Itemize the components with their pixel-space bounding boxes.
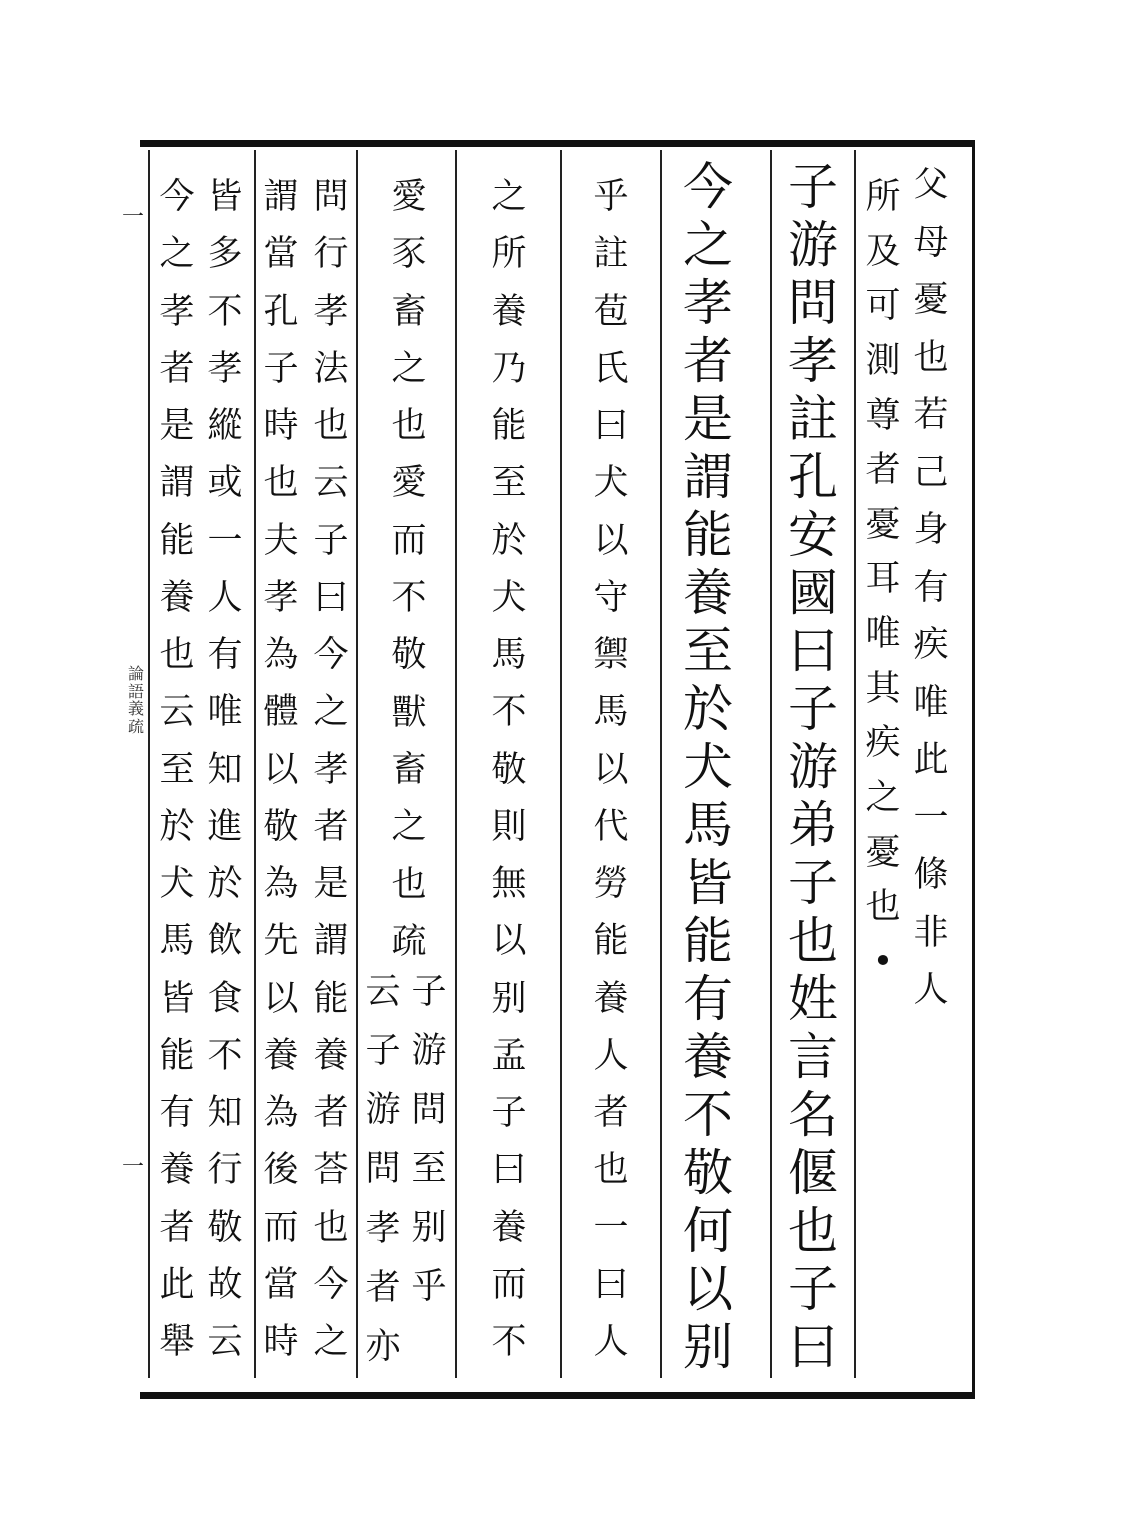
text-char: 謂 bbox=[313, 921, 349, 962]
text-char: 養 bbox=[683, 564, 733, 622]
text-char: 者 bbox=[593, 1093, 629, 1133]
text-char: 也 bbox=[913, 337, 949, 378]
text-char: 是 bbox=[159, 406, 195, 446]
column-rule bbox=[356, 150, 358, 1378]
text-char: 而 bbox=[263, 1207, 299, 1248]
text-char: 或 bbox=[207, 463, 243, 504]
text-char: 孝 bbox=[263, 577, 299, 618]
text-char: 能 bbox=[313, 978, 349, 1019]
text-char: 子 bbox=[788, 158, 838, 216]
text-char: 養 bbox=[593, 978, 629, 1019]
text-char: 别 bbox=[411, 1208, 447, 1248]
text-char: 不 bbox=[491, 1322, 527, 1362]
text-char: 至 bbox=[491, 463, 527, 504]
text-char: 一 bbox=[593, 1207, 629, 1248]
text-char: 則 bbox=[491, 806, 527, 847]
text-char: 人 bbox=[593, 1322, 629, 1362]
text-char: 養 bbox=[491, 1207, 527, 1248]
text-char: 能 bbox=[159, 1035, 195, 1076]
column-rule bbox=[148, 150, 150, 1378]
text-char: 敬 bbox=[491, 749, 527, 790]
text-char: 别 bbox=[491, 978, 527, 1019]
text-char: 云 bbox=[365, 972, 401, 1012]
text-char: 所 bbox=[491, 234, 527, 275]
column-rule bbox=[560, 150, 562, 1378]
text-char: 有 bbox=[913, 567, 949, 608]
text-char: 有 bbox=[207, 635, 243, 675]
text-char: 敬 bbox=[683, 1144, 733, 1202]
text-char: 於 bbox=[491, 520, 527, 561]
text-char: 孔 bbox=[788, 448, 838, 506]
text-char: 時 bbox=[263, 1322, 299, 1362]
text-char: 養 bbox=[159, 1150, 195, 1191]
text-char: 唯 bbox=[865, 614, 901, 655]
text-char: 曰 bbox=[491, 1150, 527, 1191]
text-char: 者 bbox=[313, 1093, 349, 1133]
text-char: 也 bbox=[788, 912, 838, 970]
text-char: 今 bbox=[313, 635, 349, 675]
text-char: 為 bbox=[263, 635, 299, 675]
margin-char: 疏 bbox=[128, 716, 145, 736]
text-column-c1b bbox=[862, 177, 904, 982]
text-char: 之 bbox=[491, 177, 527, 217]
text-char: 一 bbox=[207, 520, 243, 561]
text-char: 至 bbox=[159, 749, 195, 790]
text-char: 子 bbox=[491, 1093, 527, 1133]
text-char: 畜 bbox=[391, 749, 427, 790]
text-char: 愛 bbox=[391, 463, 427, 504]
text-char: 也 bbox=[593, 1150, 629, 1191]
text-char: 皆 bbox=[159, 978, 195, 1019]
margin-char: 義 bbox=[128, 699, 145, 719]
text-char: 無 bbox=[491, 864, 527, 904]
text-char: 者 bbox=[365, 1267, 401, 1308]
text-char: 唯 bbox=[913, 682, 949, 723]
text-char: 至 bbox=[683, 622, 733, 680]
text-char: 行 bbox=[313, 234, 349, 275]
text-column-c8a bbox=[204, 177, 246, 1362]
text-char: 非 bbox=[913, 912, 949, 953]
text-char: 時 bbox=[263, 406, 299, 446]
text-char: 憂 bbox=[865, 832, 901, 873]
text-char: 安 bbox=[788, 506, 838, 564]
text-char: 孝 bbox=[313, 749, 349, 790]
text-char: 一 bbox=[913, 797, 949, 838]
text-char: 之 bbox=[865, 778, 901, 819]
text-char: 養 bbox=[263, 1035, 299, 1076]
text-char: 養 bbox=[313, 1035, 349, 1076]
text-char: 舉 bbox=[159, 1322, 195, 1362]
text-char: 之 bbox=[391, 348, 427, 389]
text-char: 子 bbox=[365, 1031, 401, 1072]
text-char: 不 bbox=[391, 578, 427, 619]
text-char: 皆 bbox=[207, 177, 243, 217]
margin-page-mark: 一 bbox=[122, 205, 145, 230]
text-char: 所 bbox=[865, 177, 901, 217]
margin-page-mark: 一 bbox=[122, 1155, 145, 1180]
text-char: 身 bbox=[913, 510, 949, 550]
text-char: 馬 bbox=[683, 796, 733, 854]
text-char: 於 bbox=[207, 864, 243, 904]
text-char: 行 bbox=[207, 1150, 243, 1191]
text-char: 謂 bbox=[159, 463, 195, 504]
text-char: 以 bbox=[263, 749, 299, 790]
text-char: 者 bbox=[159, 348, 195, 389]
text-char: 勞 bbox=[593, 864, 629, 904]
text-char: 游 bbox=[365, 1090, 401, 1131]
text-char: 謂 bbox=[683, 448, 733, 506]
text-char: 人 bbox=[593, 1035, 629, 1076]
text-char: 問 bbox=[411, 1090, 447, 1130]
text-char: 註 bbox=[788, 390, 838, 448]
text-char: 尊 bbox=[865, 395, 901, 436]
text-char: 而 bbox=[391, 520, 427, 561]
text-char: 也 bbox=[313, 1207, 349, 1248]
text-char: 為 bbox=[263, 1093, 299, 1133]
text-char: 以 bbox=[593, 520, 629, 561]
text-char: 疾 bbox=[913, 625, 949, 665]
text-char: 敬 bbox=[263, 806, 299, 847]
text-char: 是 bbox=[683, 390, 733, 448]
text-char: 至 bbox=[411, 1149, 447, 1189]
text-char: 苞 bbox=[593, 291, 629, 332]
text-char: 亦 bbox=[365, 1326, 401, 1367]
text-column-c4 bbox=[590, 177, 632, 1362]
text-char: 豕 bbox=[391, 234, 427, 275]
text-char: 乃 bbox=[491, 348, 527, 389]
text-char: 人 bbox=[207, 577, 243, 618]
text-column-c3 bbox=[673, 158, 743, 1376]
text-char: 測 bbox=[865, 340, 901, 381]
text-char: 父 bbox=[913, 165, 949, 205]
margin-char: 語 bbox=[128, 681, 145, 701]
text-char: 耳 bbox=[865, 559, 901, 600]
text-char: 氏 bbox=[593, 348, 629, 389]
text-char: 之 bbox=[313, 1322, 349, 1362]
text-char: 皆 bbox=[683, 854, 733, 912]
text-char: 為 bbox=[263, 864, 299, 904]
text-char: 當 bbox=[263, 1264, 299, 1305]
text-char: 縱 bbox=[207, 406, 243, 446]
text-char: 敬 bbox=[391, 635, 427, 676]
text-column-c2 bbox=[778, 158, 848, 1376]
text-char: 者 bbox=[159, 1207, 195, 1248]
text-char: 能 bbox=[491, 406, 527, 446]
text-char: 憂 bbox=[865, 504, 901, 545]
text-char: 禦 bbox=[593, 635, 629, 675]
text-char: 也 bbox=[391, 864, 427, 905]
text-char: 子 bbox=[263, 348, 299, 389]
text-char: 子 bbox=[411, 972, 447, 1012]
text-char: 於 bbox=[683, 680, 733, 738]
text-char: 游 bbox=[788, 216, 838, 274]
text-char: 之 bbox=[683, 216, 733, 274]
text-char: 子 bbox=[788, 1260, 838, 1318]
margin-title bbox=[128, 665, 146, 735]
text-char: • bbox=[872, 941, 894, 982]
text-char: 犬 bbox=[593, 463, 629, 504]
text-char: 曰 bbox=[593, 406, 629, 446]
text-char: 問 bbox=[313, 177, 349, 217]
text-char: 今 bbox=[683, 158, 733, 216]
text-char: 游 bbox=[788, 738, 838, 796]
text-char: 犬 bbox=[159, 864, 195, 904]
text-char: 有 bbox=[683, 970, 733, 1028]
text-char: 之 bbox=[391, 807, 427, 848]
text-char: 問 bbox=[365, 1149, 401, 1190]
text-char: 敬 bbox=[207, 1207, 243, 1248]
text-column-c6b bbox=[362, 972, 404, 1367]
text-char: 有 bbox=[159, 1093, 195, 1133]
text-char: 弟 bbox=[788, 796, 838, 854]
text-char: 謂 bbox=[263, 177, 299, 217]
text-char: 唯 bbox=[207, 692, 243, 733]
text-char: 也 bbox=[313, 406, 349, 446]
margin-char: 論 bbox=[128, 664, 145, 683]
text-char: 不 bbox=[207, 291, 243, 332]
text-char: 法 bbox=[313, 348, 349, 389]
text-char: 體 bbox=[263, 692, 299, 733]
text-char: 以 bbox=[593, 749, 629, 790]
text-char: 孝 bbox=[683, 274, 733, 332]
text-char: 曰 bbox=[313, 577, 349, 618]
text-char: 進 bbox=[207, 806, 243, 847]
text-char: 母 bbox=[913, 222, 949, 263]
text-char: 愛 bbox=[391, 177, 427, 217]
text-char: 之 bbox=[313, 692, 349, 733]
text-char: 者 bbox=[313, 806, 349, 847]
text-char: 人 bbox=[913, 970, 949, 1010]
text-char: 憂 bbox=[913, 280, 949, 320]
text-char: 己 bbox=[913, 452, 949, 493]
text-column-c7b bbox=[260, 177, 302, 1362]
text-char: 能 bbox=[683, 912, 733, 970]
text-char: 云 bbox=[313, 463, 349, 504]
text-char: 以 bbox=[683, 1260, 733, 1318]
text-char: 荅 bbox=[313, 1150, 349, 1191]
text-char: 故 bbox=[207, 1264, 243, 1305]
text-char: 曰 bbox=[788, 622, 838, 680]
text-char: 子 bbox=[313, 520, 349, 561]
text-char: 此 bbox=[913, 740, 949, 780]
column-rule bbox=[660, 150, 662, 1378]
text-char: 能 bbox=[683, 506, 733, 564]
text-char: 孝 bbox=[365, 1208, 401, 1249]
text-char: 子 bbox=[788, 680, 838, 738]
text-char: 夫 bbox=[263, 520, 299, 561]
text-char: 也 bbox=[865, 887, 901, 928]
text-char: 犬 bbox=[683, 738, 733, 796]
column-rule bbox=[770, 150, 772, 1378]
text-char: 别 bbox=[683, 1318, 733, 1376]
text-char: 可 bbox=[865, 286, 901, 327]
text-char: 也 bbox=[159, 635, 195, 675]
text-char: 之 bbox=[159, 234, 195, 275]
text-char: 國 bbox=[788, 564, 838, 622]
text-char: 多 bbox=[207, 234, 243, 275]
text-char: 食 bbox=[207, 978, 243, 1019]
text-char: 犬 bbox=[491, 577, 527, 618]
text-column-c1a bbox=[910, 165, 952, 1010]
text-char: 養 bbox=[159, 577, 195, 618]
text-char: 游 bbox=[411, 1031, 447, 1071]
text-char: 養 bbox=[683, 1028, 733, 1086]
text-char: 獸 bbox=[391, 692, 427, 733]
text-char: 子 bbox=[788, 854, 838, 912]
text-char: 馬 bbox=[593, 692, 629, 733]
text-char: 偃 bbox=[788, 1144, 838, 1202]
column-rule bbox=[455, 150, 457, 1378]
text-char: 言 bbox=[788, 1028, 838, 1086]
text-char: 名 bbox=[788, 1086, 838, 1144]
text-column-c5 bbox=[488, 177, 530, 1362]
text-char: 代 bbox=[593, 806, 629, 847]
text-char: 疏 bbox=[391, 921, 427, 962]
text-char: 今 bbox=[313, 1264, 349, 1305]
text-column-c6a bbox=[408, 972, 450, 1307]
text-char: 若 bbox=[913, 395, 949, 435]
text-char: 當 bbox=[263, 234, 299, 275]
text-char: 孟 bbox=[491, 1035, 527, 1076]
text-char: 而 bbox=[491, 1264, 527, 1305]
text-char: 註 bbox=[593, 234, 629, 275]
text-char: 先 bbox=[263, 921, 299, 962]
text-char: 孝 bbox=[207, 348, 243, 389]
text-char: 今 bbox=[159, 177, 195, 217]
text-char: 此 bbox=[159, 1264, 195, 1305]
text-char: 不 bbox=[683, 1086, 733, 1144]
text-char: 能 bbox=[159, 520, 195, 561]
text-char: 不 bbox=[207, 1035, 243, 1076]
text-char: 者 bbox=[683, 332, 733, 390]
text-char: 畜 bbox=[391, 291, 427, 332]
text-char: 也 bbox=[788, 1202, 838, 1260]
text-char: 者 bbox=[865, 450, 901, 491]
column-rule bbox=[854, 150, 856, 1378]
text-char: 曰 bbox=[593, 1264, 629, 1305]
text-char: 知 bbox=[207, 1093, 243, 1133]
text-char: 疾 bbox=[865, 723, 901, 764]
column-rule bbox=[254, 150, 256, 1378]
text-char: 何 bbox=[683, 1202, 733, 1260]
text-char: 孔 bbox=[263, 291, 299, 332]
text-char: 乎 bbox=[593, 177, 629, 217]
text-char: 知 bbox=[207, 749, 243, 790]
text-char: 乎 bbox=[411, 1267, 447, 1307]
text-char: 以 bbox=[491, 921, 527, 962]
text-char: 問 bbox=[788, 274, 838, 332]
text-char: 云 bbox=[207, 1322, 243, 1362]
text-char: 飲 bbox=[207, 921, 243, 962]
text-column-c6 bbox=[388, 177, 430, 962]
text-char: 云 bbox=[159, 692, 195, 733]
text-char: 其 bbox=[865, 668, 901, 709]
text-char: 及 bbox=[865, 231, 901, 272]
text-char: 也 bbox=[391, 406, 427, 447]
text-char: 以 bbox=[263, 978, 299, 1019]
text-char: 孝 bbox=[159, 291, 195, 332]
text-char: 曰 bbox=[788, 1318, 838, 1376]
text-char: 於 bbox=[159, 806, 195, 847]
text-char: 不 bbox=[491, 692, 527, 733]
text-column-c8b bbox=[156, 177, 198, 1362]
text-column-c7a bbox=[310, 177, 352, 1362]
text-char: 養 bbox=[491, 291, 527, 332]
text-char: 姓 bbox=[788, 970, 838, 1028]
text-char: 能 bbox=[593, 921, 629, 962]
text-char: 馬 bbox=[491, 635, 527, 675]
text-char: 是 bbox=[313, 864, 349, 904]
text-char: 條 bbox=[913, 855, 949, 895]
text-char: 孝 bbox=[788, 332, 838, 390]
text-char: 馬 bbox=[159, 921, 195, 962]
text-char: 也 bbox=[263, 463, 299, 504]
text-char: 孝 bbox=[313, 291, 349, 332]
text-char: 後 bbox=[263, 1150, 299, 1191]
text-char: 守 bbox=[593, 577, 629, 618]
